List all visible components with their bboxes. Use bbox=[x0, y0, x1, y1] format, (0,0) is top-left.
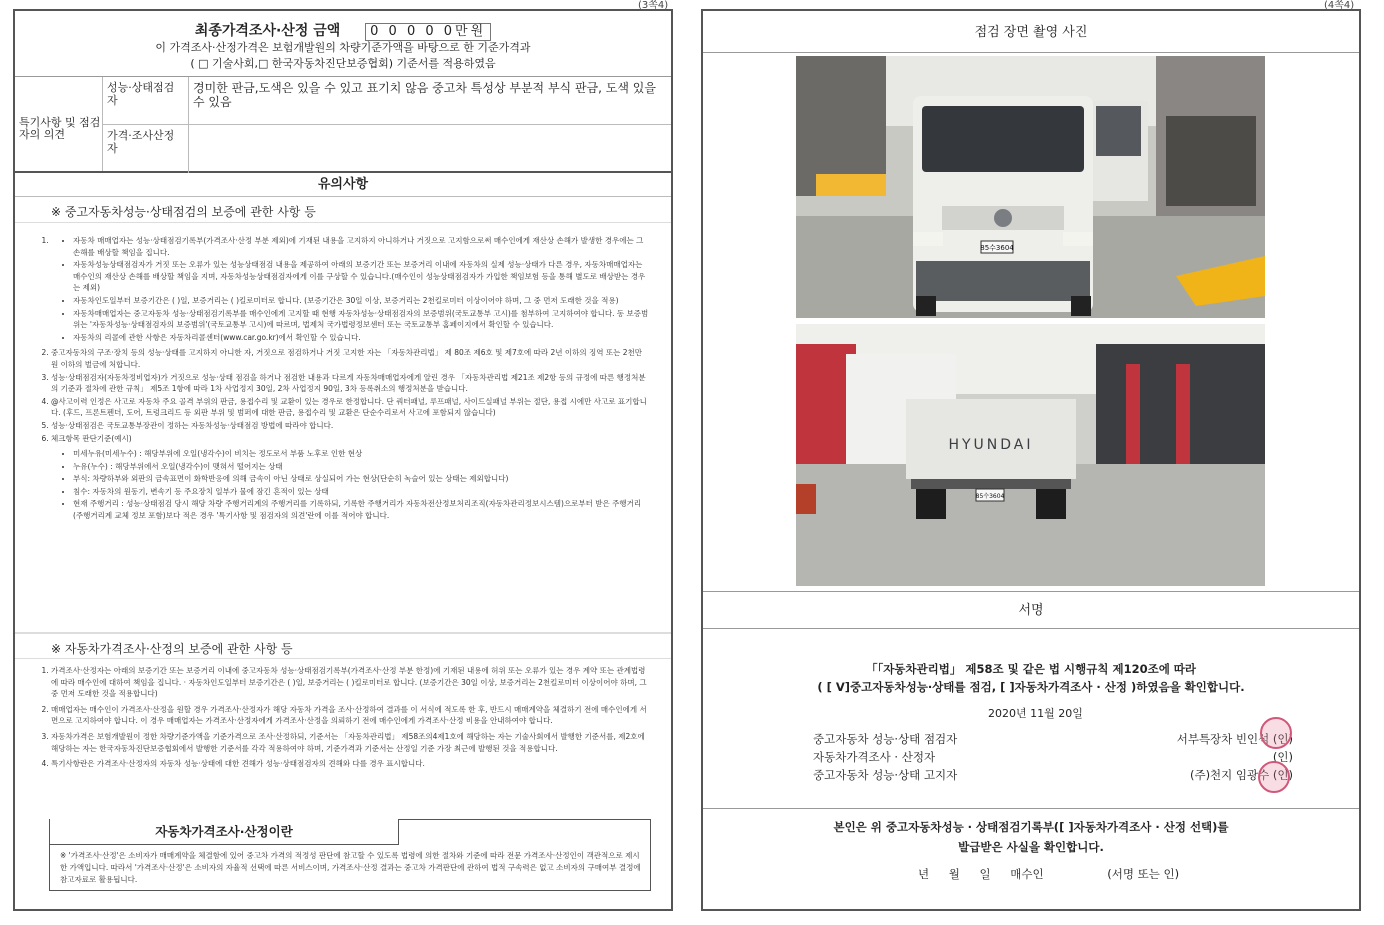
opinion-value[interactable] bbox=[189, 125, 671, 173]
signature-name[interactable]: (주)천지 임광수 (인) bbox=[1189, 768, 1293, 782]
notice-item-text: 중고자동차의 구조·장치 등의 성능·상태를 고지하지 아니한 자, 거짓으로 점검하거나 거짓 고지한 자는 「자동차관리법」 제 80조 제6호 및 제7호에 따라 2년 이하의 징역 또는 2천만원 이하의 벌금에 처합니다. bbox=[51, 348, 643, 369]
notice-item bbox=[51, 396, 649, 419]
inspection-confirm-text: ( [ V]중고자동차성능·상태를 점검, [ ]자동차가격조사 · 산정 )하였음을 확인합니다. bbox=[817, 680, 1245, 694]
signature-name[interactable]: (인) bbox=[1272, 750, 1293, 764]
opinion-label: 특기사항 및 점검자의 의견 bbox=[15, 77, 103, 171]
guarantee-item: 3. 자동차가격은 보험개발원이 정한 차량기준가액을 기준가격으로 조사·산정하되, 기준서는 「자동차관리법」 제58조의4제1호에 해당하는 자는 기술사회에서 발행한 기준서를, 제2호에 해당하는 자는 한국자동차진단보증협회에서 발행한 기준서를 각각 적용하여야 하며, 기준가격과 기준서는 산정일 기준 가장 최근에 발행된 것을 적용합니다. bbox=[51, 731, 649, 754]
opinion-row bbox=[103, 125, 671, 173]
signature-section bbox=[703, 629, 1359, 809]
definition-box bbox=[49, 819, 651, 891]
section1-title: ※ 중고자동차성능·상태점검의 보증에 관한 사항 등 bbox=[15, 197, 671, 223]
notice-item bbox=[51, 235, 649, 343]
signature-row bbox=[813, 749, 1293, 767]
opinion-key: 성능·상태점검자 bbox=[103, 77, 189, 124]
signature-row bbox=[813, 731, 1293, 749]
signature-role: 자동차가격조사 · 산정자 bbox=[813, 750, 936, 764]
notice-bullet: • 자동차성능상태점검자가 거짓 또는 오류가 있는 성능상태점검 내용을 제공하여 아래의 보증기간 또는 보증거리 이내에 자동차의 실제 성능·상태가 다른 경우, 자동차매매업자는 매수인의 재산상 손해를 배상할 책임을 지며, 자동차성능상태점검자에게 이를 구상할 수 있습니다.(매수인이 성능상태점검자가 가입한 책임보험 등을 통해 별도로 배상받는 경우는 제외) bbox=[73, 259, 649, 294]
notice-item-text: 성능·상태점검자(자동차정비업자)가 거짓으로 성능·상태 점검을 하거나 점검한 내용과 다르게 자동차매매업자에게 알린 경우 「자동차관리법 제21조 제2항 등의 규정에 따른 행정처분의 기준과 절차에 관한 규칙」 제5조 1항에 따라 1차 사업정지 30일, 2차 사업정지 90일, 3차 등록취소의 행정처분을 받습니다. bbox=[51, 372, 646, 394]
opinion-table bbox=[15, 77, 671, 173]
buyer-confirm-text-2: 발급받은 사실을 확인합니다. bbox=[958, 840, 1104, 854]
notice-bullet: • 자동차의 리콜에 관한 사항은 자동차리콜센터(www.car.go.kr)에서 확인할 수 있습니다. bbox=[73, 332, 649, 344]
notice-bullet: • 1. 자동차 매매업자는 성능·상태점검기록부(가격조사·산정 부분 제외)에 기재된 내용을 고지하지 아니하거나 거짓으로 고지함으로써 매수인에게 재산상 손해가 발생한 경우에는 그 손해를 배상할 책임을 집니다. bbox=[73, 235, 649, 258]
front-plate-text: 85수3604 bbox=[980, 244, 1014, 252]
guarantee-item: 2. 매매업자는 매수인이 가격조사·산정을 원할 경우 가격조사·산정자가 해당 자동차 가격을 조사·산정하여 결과를 이 서식에 적도록 한 후, 반드시 매매계약을 체결하기 전에 매수인에게 서면으로 고지하여야 합니다. 이 경우 매매업자는 가격조사·산정자에게 가격조사·산정을 의뢰하기 전에 매수인에게 가격조사·산정 비용을 안내하여야 합니다. bbox=[51, 704, 649, 727]
notice-item bbox=[51, 372, 649, 395]
notice-item-text: 체크항목 판단기준(예시) bbox=[51, 433, 132, 443]
left-page-number: (3쪽4) bbox=[638, 0, 669, 11]
buyer-day: 일 bbox=[979, 867, 991, 881]
price-basis-text: 이 가격조사·산정가격은 보험개발원의 차량기준가액을 바탕으로 한 기준가격과 bbox=[155, 41, 531, 54]
section1-list bbox=[15, 223, 671, 633]
section2-list bbox=[15, 659, 671, 809]
signature-row bbox=[813, 767, 1293, 785]
front-inspection-photo bbox=[796, 56, 1265, 318]
notice-bullet: • 누유(누수) : 해당부위에서 오일(냉각수)이 맺혀서 떨어지는 상태 bbox=[73, 461, 649, 473]
definition-title: 자동차가격조사·산정이란 bbox=[50, 819, 399, 845]
left-page bbox=[13, 9, 673, 911]
amount-value: 0 0 0 0 0만원 bbox=[365, 23, 491, 41]
price-standard-text: ( □ 기술사회,□ 한국자동차진단보증협회) 기준서를 적용하였음 bbox=[190, 57, 496, 70]
buyer-confirm-text: 본인은 위 중고자동차성능 · 상태점검기록부([ ]자동차가격조사 · 산정 선택)를 bbox=[833, 820, 1229, 834]
guarantee-item: 1. 가격조사·산정자는 아래의 보증기간 또는 보증거리 이내에 중고자동차 성능·상태점검기록부(가격조사·산정 부분 한정)에 기재된 내용에 허위 또는 오류가 있는 경우 계약 또는 관계법령에 따라 매수인에 대하여 책임을 집니다. · 자동차인도일부터 보증기간은 ( )일, 보증거리는 ( )킬로미터로 합니다. (보증기간은 30일 이상, 보증거리는 2천킬로미터 이상이어야 하며, 그 중 먼저 도래한 것을 적용합니다) bbox=[51, 665, 649, 700]
opinion-key: 가격·조사산정자 bbox=[103, 125, 189, 173]
photo-section-title: 점검 장면 촬영 사진 bbox=[703, 11, 1359, 53]
rear-plate-text: 85수3604 bbox=[975, 493, 1005, 500]
buyer-label: 매수인 bbox=[1010, 867, 1044, 881]
notice-title: 유의사항 bbox=[15, 173, 671, 197]
section2-title: ※ 자동차가격조사·산정의 보증에 관한 사항 등 bbox=[15, 633, 671, 659]
opinion-row bbox=[103, 77, 671, 125]
signature-name[interactable]: 서부특장차 빈인석 (인) bbox=[1176, 732, 1293, 746]
signature-section-title: 서명 bbox=[703, 591, 1359, 629]
price-title-row bbox=[15, 20, 671, 40]
notice-item-text: @사고이력 인정은 사고로 자동차 주요 골격 부위의 판금, 용접수리 및 교환이 있는 경우로 한정합니다. 단 쿼터패널, 루프패널, 사이드실패널 부위는 절단, 용접 시에만 사고로 표기합니다. (후드, 프론트펜더, 도어, 트렁크리드 등 외판 부위 및 범퍼에 대한 판금, 용접수리 및 교환은 단순수리로서 사고에 포함되지 않습니다) bbox=[51, 396, 647, 418]
law-reference-text: 「「자동차관리법」 제58조 및 같은 법 시행규칙 제120조에 따라 bbox=[865, 662, 1197, 676]
price-header bbox=[15, 11, 671, 77]
notice-item bbox=[51, 347, 649, 370]
right-page bbox=[701, 9, 1361, 911]
opinion-value[interactable]: 경미한 판금,도색은 있을 수 있고 표기치 않음 중고차 특성상 부분적 부식 판금, 도색 있을 수 있음 bbox=[193, 81, 656, 109]
rear-inspection-photo bbox=[796, 324, 1265, 586]
seal-stamp-icon bbox=[1258, 761, 1290, 793]
notice-bullet: • 자동차매매업자는 중고자동차 성능·상태점검기록부를 매수인에게 고지할 때 현행 자동차성능·상태점검자의 보증범위(국토교통부 고시)를 첨부하여 고지하여야 합니다. 동 보증범위는 '자동차성능·상태점검자의 보증범위'(국토교통부 고시)에 따르며, 법제처 국가법령정보센터 또는 국토교통부 홈페이지에서 확인할 수 있습니다. bbox=[73, 308, 649, 331]
notice-item-text: 성능·상태점검은 국토교통부장관이 정하는 자동차성능·상태점검 방법에 따라야 합니다. bbox=[51, 420, 334, 430]
definition-text: ※ '가격조사·산정'은 소비자가 매매계약을 체결함에 있어 중고차 가격의 적정성 판단에 참고할 수 있도록 법령에 의한 절차와 기준에 따라 전문 가격조사·산정인이 객관적으로 제시한 가액입니다. 따라서 '가격조사·산정'은 소비자의 자율적 선택에 따른 서비스이며, 가격조사·산정 결과는 중고차 가격판단에 관하여 법적 구속력은 없고 소비자의 구매여부 결정에 참고자료로 활용됩니다. bbox=[60, 851, 641, 884]
buyer-month: 월 bbox=[948, 867, 960, 881]
guarantee-item: 4. 특기사항란은 가격조사·산정자의 자동차 성능·상태에 대한 견해가 성능·상태점검자의 견해와 다를 경우 표시합니다. bbox=[51, 758, 649, 770]
notice-bullet: • 자동차인도일부터 보증기간은 ( )일, 보증거리는 ( )킬로미터로 합니다. (보증기간은 30일 이상, 보증거리는 2천킬로미터 이상이어야 하며, 그 중 먼저 도래한 것을 적용) bbox=[73, 295, 649, 307]
notice-item bbox=[51, 420, 649, 432]
buyer-sign-field[interactable]: (서명 또는 인) bbox=[1107, 867, 1180, 881]
signature-role: 중고자동차 성능·상태 고지자 bbox=[813, 768, 958, 782]
notice-bullet: • 미세누유(미세누수) : 해당부위에 오일(냉각수)이 비치는 정도로서 부품 노후로 인한 현상 bbox=[73, 448, 649, 460]
notice-item bbox=[51, 433, 649, 522]
signature-role: 중고자동차 성능·상태 점검자 bbox=[813, 732, 958, 746]
price-title: 최종가격조사·산정 금액 bbox=[194, 23, 341, 39]
notice-bullet: • 부식: 차량하부와 외판의 금속표면이 화학반응에 의해 금속이 아닌 상태로 상실되어 가는 현상(단순히 녹슬어 있는 상태는 제외합니다) bbox=[73, 473, 649, 485]
buyer-year: 년 bbox=[918, 867, 930, 881]
notice-bullet: • 침수: 자동차의 원동기, 변속기 등 주요장치 일부가 물에 잠긴 흔적이 있는 상태 bbox=[73, 486, 649, 498]
signature-date: 2020년 11월 20일 bbox=[988, 707, 1083, 720]
buyer-signature-line bbox=[918, 866, 1195, 882]
notice-bullet: • 현재 주행거리 : 성능·상태점검 당시 해당 차량 주행거리계의 주행거리를 기록하되, 기록한 주행거리가 자동차전산정보처리조직(자동차관리정보시스템)으로부터 받은 주행거리(주행거리계 교체 정보 포함)보다 적은 경우 '특기사항 및 점검자의 의견'란에 이를 적어야 합니다. bbox=[73, 498, 649, 521]
right-page-number: (4쪽4) bbox=[1324, 0, 1355, 11]
rear-brand-text: HYUNDAI bbox=[948, 437, 1034, 453]
seal-stamp-icon bbox=[1260, 717, 1292, 749]
